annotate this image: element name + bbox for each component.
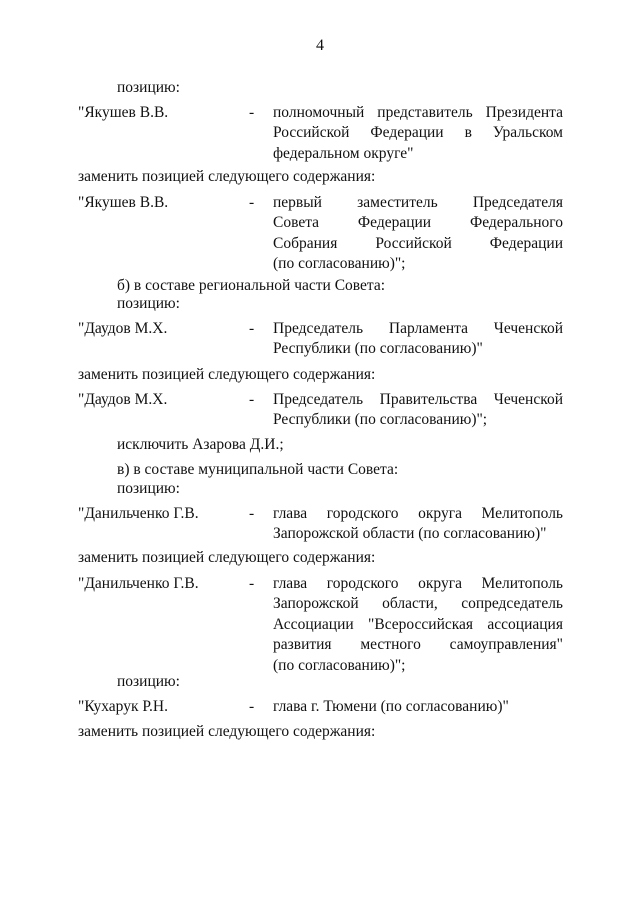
section-heading: б) в составе региональной части Совета: [117,277,386,294]
page-number: 4 [316,37,324,54]
entry-name: "Даудов М.Х. [78,391,168,408]
entry-description [273,390,563,431]
instruction-line: позицию: [117,480,180,497]
entry-dash: - [249,391,255,408]
description-line: первый заместитель Председателя [273,194,563,211]
instruction-line: позицию: [117,79,180,96]
entry-description [273,574,563,676]
entry-description [273,319,563,360]
description-line: Ассоциации "Всероссийская ассоциация [273,615,563,633]
entry-dash: - [249,320,255,337]
entry-name: "Данильченко Г.В. [78,575,199,592]
instruction-line: позицию: [117,673,180,690]
description-line: (по согласованию)"; [273,656,406,674]
entry-dash: - [249,505,255,522]
description-line: Республики (по согласованию)" [273,340,483,358]
entry-dash: - [249,698,255,715]
instruction-line: заменить позицией следующего содержания: [78,366,376,383]
section-heading: в) в составе муниципальной части Совета: [117,461,399,478]
description-line: глава г. Тюмени (по согласованию)" [273,698,509,715]
instruction-line: заменить позицией следующего содержания: [78,549,376,566]
entry-name: "Даудов М.Х. [78,320,168,337]
description-line: глава городского округа Мелитополь [273,575,563,592]
instruction-line: заменить позицией следующего содержания: [78,723,376,740]
description-line: Собрания Российской Федерации [273,234,563,252]
description-line: полномочный представитель Президента [273,104,563,121]
entry-name: "Якушев В.В. [78,194,169,211]
description-line: (по согласованию)"; [273,255,406,273]
description-line: Запорожской области, сопредседатель [273,595,563,613]
entry-description [273,697,563,717]
description-line: глава городского округа Мелитополь [273,505,563,522]
instruction-line: позицию: [117,295,180,312]
description-line: Республики (по согласованию)"; [273,411,488,429]
description-line: Российской Федерации в Уральском [273,124,563,142]
description-line: Председатель Правительства Чеченской [273,391,563,408]
entry-name: "Кухарук Р.Н. [78,698,169,715]
entry-dash: - [249,104,255,121]
instruction-line: исключить Азарова Д.И.; [117,436,284,453]
instruction-line: заменить позицией следующего содержания: [78,168,376,185]
entry-name: "Якушев В.В. [78,104,169,121]
entry-name: "Данильченко Г.В. [78,505,199,522]
description-line: Совета Федерации Федерального [273,214,563,232]
entry-description [273,504,563,545]
entry-dash: - [249,194,255,211]
entry-description [273,103,563,164]
description-line: Председатель Парламента Чеченской [273,320,563,337]
entry-description [273,193,563,275]
description-line: развития местного самоуправления" [273,636,563,654]
description-line: федеральном округе" [273,144,414,162]
entry-dash: - [249,575,255,592]
description-line: Запорожской области (по согласованию)" [273,525,547,543]
